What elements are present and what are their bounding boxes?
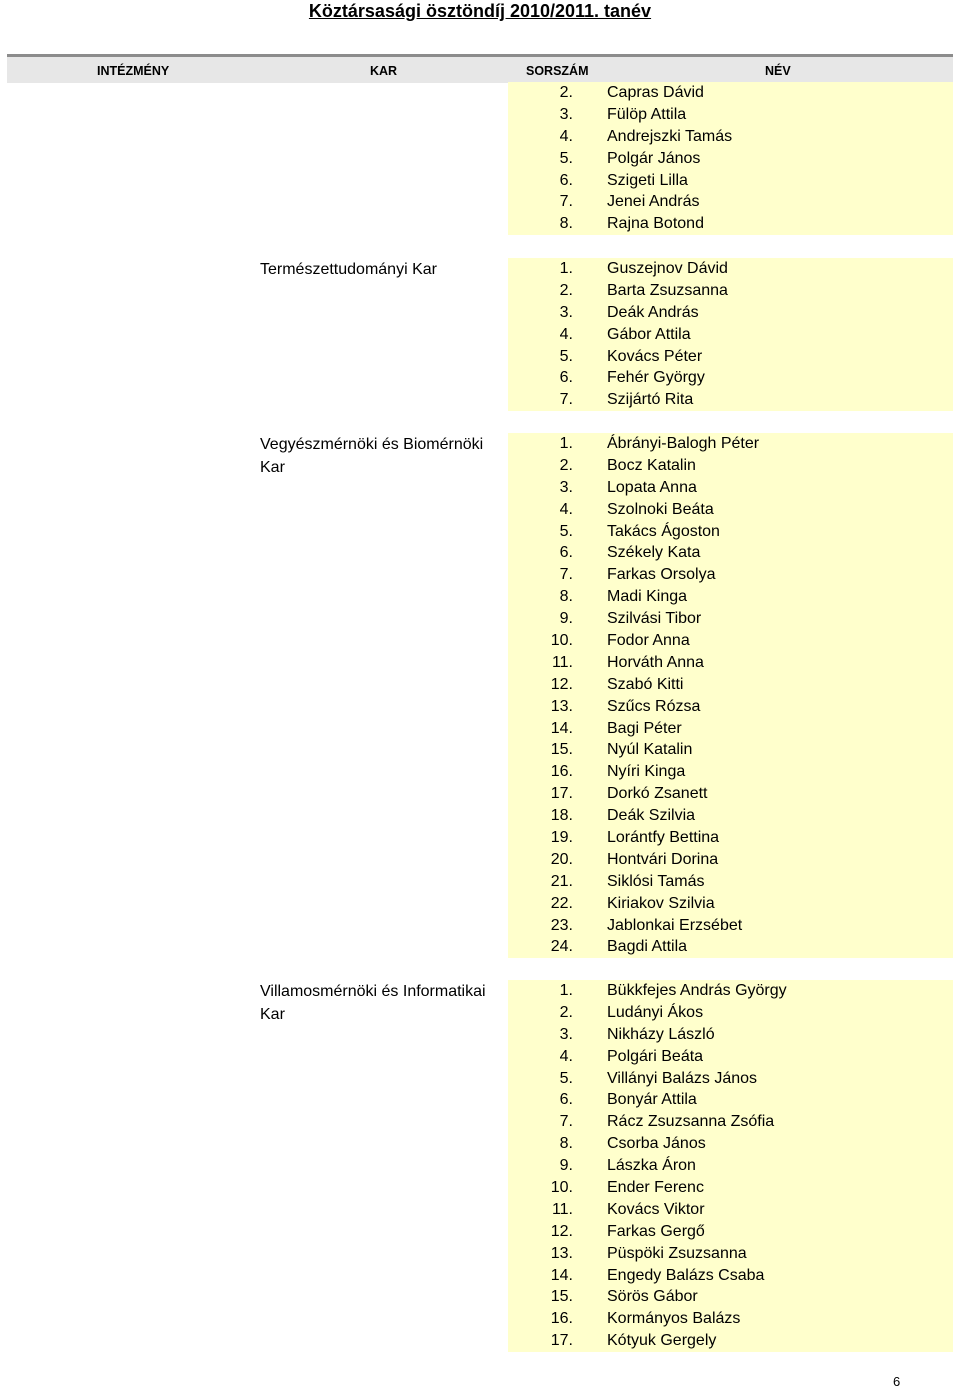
student-row — [508, 1199, 953, 1221]
student-name: Jenei András — [607, 193, 700, 211]
student-name: Nikházy László — [607, 1025, 715, 1043]
rank-number: 5. — [559, 522, 573, 540]
rank-number: 9. — [559, 610, 573, 628]
student-row — [508, 455, 953, 477]
student-row — [508, 827, 953, 849]
student-list — [508, 82, 953, 235]
faculty-name: Villamosmérnöki és Informatikai Kar — [260, 983, 486, 1023]
student-name: Andrejszki Tamás — [607, 127, 733, 145]
student-name: Szolnoki Beáta — [607, 500, 714, 518]
student-name: Madi Kinga — [607, 588, 688, 606]
student-row — [508, 1286, 953, 1308]
rank-number: 9. — [559, 1157, 573, 1175]
rank-number: 1. — [559, 435, 573, 452]
student-row — [508, 499, 953, 521]
student-row — [508, 1068, 953, 1090]
faculty-name: Természettudományi Kar — [260, 261, 437, 278]
student-name: Nyíri Kinga — [607, 763, 686, 781]
student-name: Kiriakov Szilvia — [607, 894, 715, 912]
header-sorszam: SORSZÁM — [526, 64, 589, 78]
student-name: Ludányi Ákos — [607, 1003, 704, 1021]
student-name: Kovács Viktor — [607, 1200, 705, 1218]
header-nev: NÉV — [765, 64, 791, 78]
rank-number: 14. — [550, 1266, 573, 1284]
student-name: Fülöp Attila — [607, 105, 687, 123]
student-name: Kótyuk Gergely — [607, 1332, 717, 1350]
rank-number: 24. — [550, 938, 573, 956]
student-name: Ábrányi-Balogh Péter — [607, 435, 760, 452]
student-row — [508, 280, 953, 302]
student-list — [508, 433, 953, 958]
student-row — [508, 1155, 953, 1177]
student-name: Gábor Attila — [607, 325, 691, 343]
student-name: Barta Zsuzsanna — [607, 281, 728, 299]
student-name: Horváth Anna — [607, 653, 704, 671]
rank-number: 2. — [559, 1003, 573, 1021]
student-row — [508, 433, 953, 455]
student-name: Bonyár Attila — [607, 1091, 697, 1109]
rank-number: 23. — [550, 916, 573, 934]
rank-number: 17. — [550, 1332, 573, 1350]
rank-number: 6. — [559, 369, 573, 387]
student-name: Dorkó Zsanett — [607, 785, 708, 803]
student-row — [508, 871, 953, 893]
rank-number: 8. — [559, 588, 573, 606]
student-row — [508, 718, 953, 740]
student-name: Bagi Péter — [607, 719, 682, 737]
student-row — [508, 849, 953, 871]
rank-number: 6. — [559, 544, 573, 562]
student-name: Hontvári Dorina — [607, 850, 719, 868]
student-name: Bükkfejes András György — [607, 982, 787, 999]
rank-number: 4. — [559, 500, 573, 518]
student-row — [508, 739, 953, 761]
rank-number: 16. — [550, 1310, 573, 1328]
student-name: Bocz Katalin — [607, 456, 696, 474]
rank-number: 19. — [550, 829, 573, 847]
student-name: Villányi Balázs János — [607, 1069, 758, 1087]
rank-number: 6. — [559, 171, 573, 189]
rank-number: 7. — [559, 1113, 573, 1131]
student-name: Siklósi Tamás — [607, 872, 705, 890]
rank-number: 12. — [550, 675, 573, 693]
rank-number: 10. — [550, 632, 573, 650]
student-name: Kormányos Balázs — [607, 1310, 741, 1328]
rank-number: 4. — [559, 1047, 573, 1065]
student-name: Polgár János — [607, 149, 701, 167]
student-row — [508, 980, 953, 1002]
page-number: 6 — [893, 1374, 901, 1389]
rank-number: 11. — [551, 653, 573, 671]
student-name: Bagdi Attila — [607, 938, 688, 956]
student-list — [508, 980, 953, 1352]
student-row — [508, 696, 953, 718]
student-row — [508, 82, 953, 104]
student-name: Székely Kata — [607, 544, 701, 562]
rank-number: 3. — [559, 478, 573, 496]
rank-number: 1. — [559, 982, 573, 999]
rank-number: 15. — [550, 1288, 573, 1306]
student-row — [508, 783, 953, 805]
student-name: Ender Ferenc — [607, 1179, 704, 1197]
student-row — [508, 346, 953, 368]
student-name: Polgári Beáta — [607, 1047, 704, 1065]
student-row — [508, 608, 953, 630]
student-row — [508, 126, 953, 148]
student-row — [508, 521, 953, 543]
student-row — [508, 1308, 953, 1330]
student-row — [508, 1046, 953, 1068]
rank-number: 14. — [550, 719, 573, 737]
rank-number: 22. — [550, 894, 573, 912]
student-name: Farkas Orsolya — [607, 566, 716, 584]
student-name: Szilvási Tibor — [607, 610, 702, 628]
rank-number: 10. — [550, 1179, 573, 1197]
rank-number: 15. — [550, 741, 573, 759]
rank-number: 13. — [550, 1244, 573, 1262]
student-row — [508, 586, 953, 608]
rank-number: 20. — [550, 850, 573, 868]
header-kar: KAR — [370, 64, 398, 78]
rank-number: 3. — [559, 1025, 573, 1043]
student-name: Szigeti Lilla — [607, 171, 688, 189]
student-name: Jablonkai Erzsébet — [607, 916, 743, 934]
student-name: Lopata Anna — [607, 478, 697, 496]
rank-number: 13. — [550, 697, 573, 715]
student-row — [508, 936, 953, 958]
student-row — [508, 542, 953, 564]
student-name: Szabó Kitti — [607, 675, 684, 693]
rank-number: 8. — [559, 215, 573, 233]
student-row — [508, 1243, 953, 1265]
rank-number: 11. — [551, 1200, 573, 1218]
student-row — [508, 191, 953, 213]
rank-number: 7. — [559, 566, 573, 584]
student-name: Nyúl Katalin — [607, 741, 693, 759]
student-row — [508, 104, 953, 126]
student-row — [508, 805, 953, 827]
student-name: Lászka Áron — [607, 1157, 696, 1175]
student-name: Püspöki Zsuzsanna — [607, 1244, 747, 1262]
rank-number: 3. — [559, 105, 573, 123]
student-name: Farkas Gergő — [607, 1222, 705, 1240]
student-row — [508, 915, 953, 937]
rank-number: 1. — [559, 260, 573, 277]
student-row — [508, 630, 953, 652]
student-row — [508, 1221, 953, 1243]
student-name: Guszejnov Dávid — [607, 260, 728, 277]
student-row — [508, 564, 953, 586]
rank-number: 3. — [559, 303, 573, 321]
student-name: Fodor Anna — [607, 632, 690, 650]
rank-number: 2. — [559, 84, 573, 101]
student-name: Lorántfy Bettina — [607, 829, 720, 847]
rank-number: 21. — [550, 872, 573, 890]
rank-number: 4. — [559, 127, 573, 145]
student-row — [508, 389, 953, 411]
student-row — [508, 1089, 953, 1111]
student-name: Takács Ágoston — [607, 522, 720, 540]
student-row — [508, 302, 953, 324]
rank-number: 2. — [559, 281, 573, 299]
student-row — [508, 1330, 953, 1352]
student-name: Szűcs Rózsa — [607, 697, 701, 715]
rank-number: 8. — [559, 1135, 573, 1153]
student-list — [508, 258, 953, 411]
student-name: Sörös Gábor — [607, 1288, 698, 1306]
rank-number: 5. — [559, 347, 573, 365]
student-row — [508, 1133, 953, 1155]
rank-number: 5. — [559, 1069, 573, 1087]
student-row — [508, 213, 953, 235]
student-name: Deák András — [607, 303, 699, 321]
rank-number: 12. — [550, 1222, 573, 1240]
student-row — [508, 1265, 953, 1287]
student-name: Engedy Balázs Csaba — [607, 1266, 765, 1284]
student-name: Fehér György — [607, 369, 705, 387]
student-name: Deák Szilvia — [607, 807, 696, 825]
rank-number: 2. — [559, 456, 573, 474]
rank-number: 7. — [559, 391, 573, 409]
student-row — [508, 652, 953, 674]
student-row — [508, 367, 953, 389]
table-header — [7, 54, 953, 83]
rank-number: 5. — [559, 149, 573, 167]
rank-number: 7. — [559, 193, 573, 211]
rank-number: 16. — [550, 763, 573, 781]
student-row — [508, 170, 953, 192]
student-row — [508, 761, 953, 783]
student-name: Kovács Péter — [607, 347, 703, 365]
student-row — [508, 1002, 953, 1024]
header-intezmeny: INTÉZMÉNY — [97, 64, 170, 78]
student-row — [508, 324, 953, 346]
student-row — [508, 1111, 953, 1133]
student-row — [508, 674, 953, 696]
student-name: Rajna Botond — [607, 215, 704, 233]
student-name: Rácz Zsuzsanna Zsófia — [607, 1113, 775, 1131]
student-row — [508, 148, 953, 170]
student-row — [508, 1177, 953, 1199]
student-row — [508, 893, 953, 915]
student-name: Szijártó Rita — [607, 391, 694, 409]
rank-number: 6. — [559, 1091, 573, 1109]
rank-number: 17. — [550, 785, 573, 803]
student-row — [508, 477, 953, 499]
rank-number: 18. — [550, 807, 573, 825]
student-name: Csorba János — [607, 1135, 706, 1153]
page-title: Köztársasági ösztöndíj 2010/2011. tanév — [308, 1, 652, 21]
rank-number: 4. — [559, 325, 573, 343]
faculty-name: Vegyészmérnöki és Biomérnöki Kar — [260, 436, 484, 476]
student-row — [508, 258, 953, 280]
student-name: Capras Dávid — [607, 84, 704, 101]
student-row — [508, 1024, 953, 1046]
